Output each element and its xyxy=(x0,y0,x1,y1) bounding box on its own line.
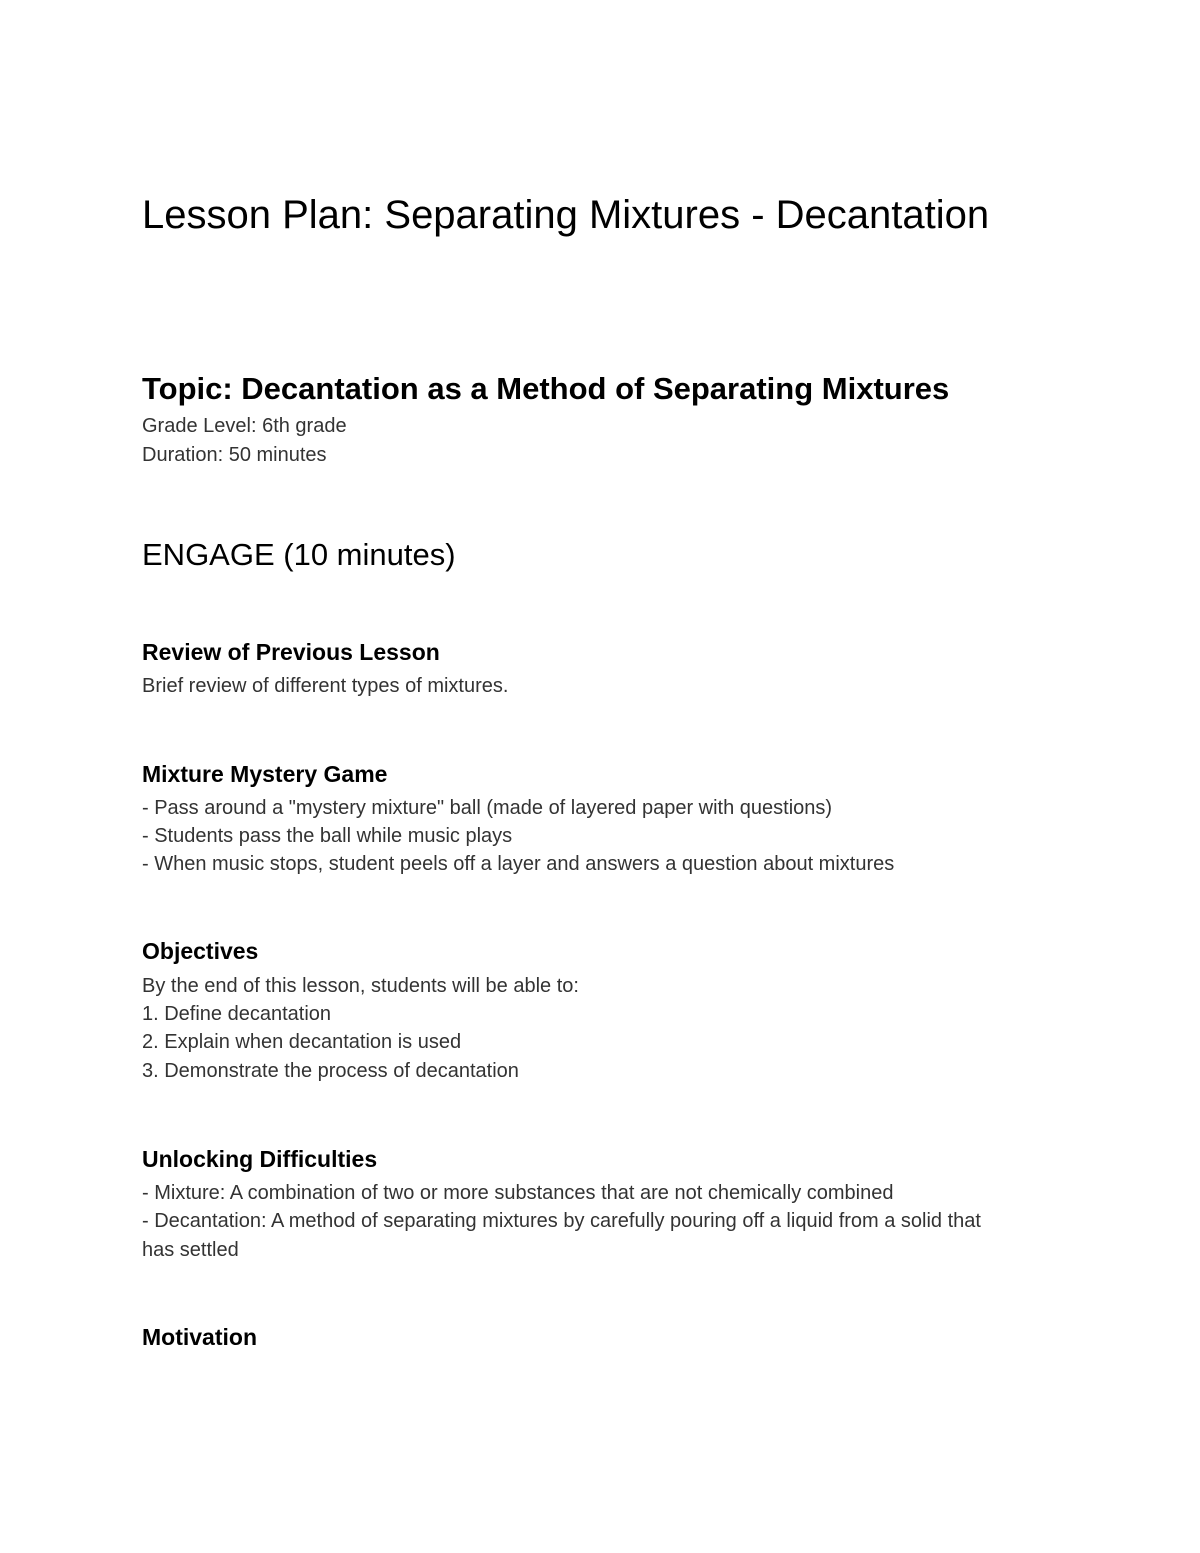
review-heading: Review of Previous Lesson xyxy=(142,639,440,665)
review-text: Brief review of different types of mixtures. xyxy=(142,675,509,697)
difficulty-line: - Mixture: A combination of two or more substances that are not chemically combined xyxy=(142,1182,894,1204)
objective-item: 3. Demonstrate the process of decantation xyxy=(142,1060,519,1082)
engage-heading: ENGAGE (10 minutes) xyxy=(142,537,456,572)
game-line: - Pass around a "mystery mixture" ball (made of layered paper with questions) xyxy=(142,797,833,819)
objective-item: 1. Define decantation xyxy=(142,1003,332,1025)
difficulty-line: has settled xyxy=(142,1239,239,1261)
document-title: Lesson Plan: Separating Mixtures - Decantation xyxy=(142,193,990,237)
game-line: - When music stops, student peels off a layer and answers a question about mixtures xyxy=(142,853,895,875)
difficulty-line: - Decantation: A method of separating mixtures by carefully pouring off a liquid from a solid that xyxy=(142,1210,981,1232)
objective-item: 2. Explain when decantation is used xyxy=(142,1031,462,1053)
objectives-intro: By the end of this lesson, students will be able to: xyxy=(142,975,579,997)
game-heading: Mixture Mystery Game xyxy=(142,761,388,787)
game-line: - Students pass the ball while music plays xyxy=(142,825,513,847)
duration: Duration: 50 minutes xyxy=(142,444,327,466)
difficulties-heading: Unlocking Difficulties xyxy=(142,1146,378,1172)
topic-heading: Topic: Decantation as a Method of Separating Mixtures xyxy=(142,371,950,406)
motivation-heading: Motivation xyxy=(142,1324,257,1350)
objectives-heading: Objectives xyxy=(142,938,259,964)
grade-level: Grade Level: 6th grade xyxy=(142,415,347,437)
